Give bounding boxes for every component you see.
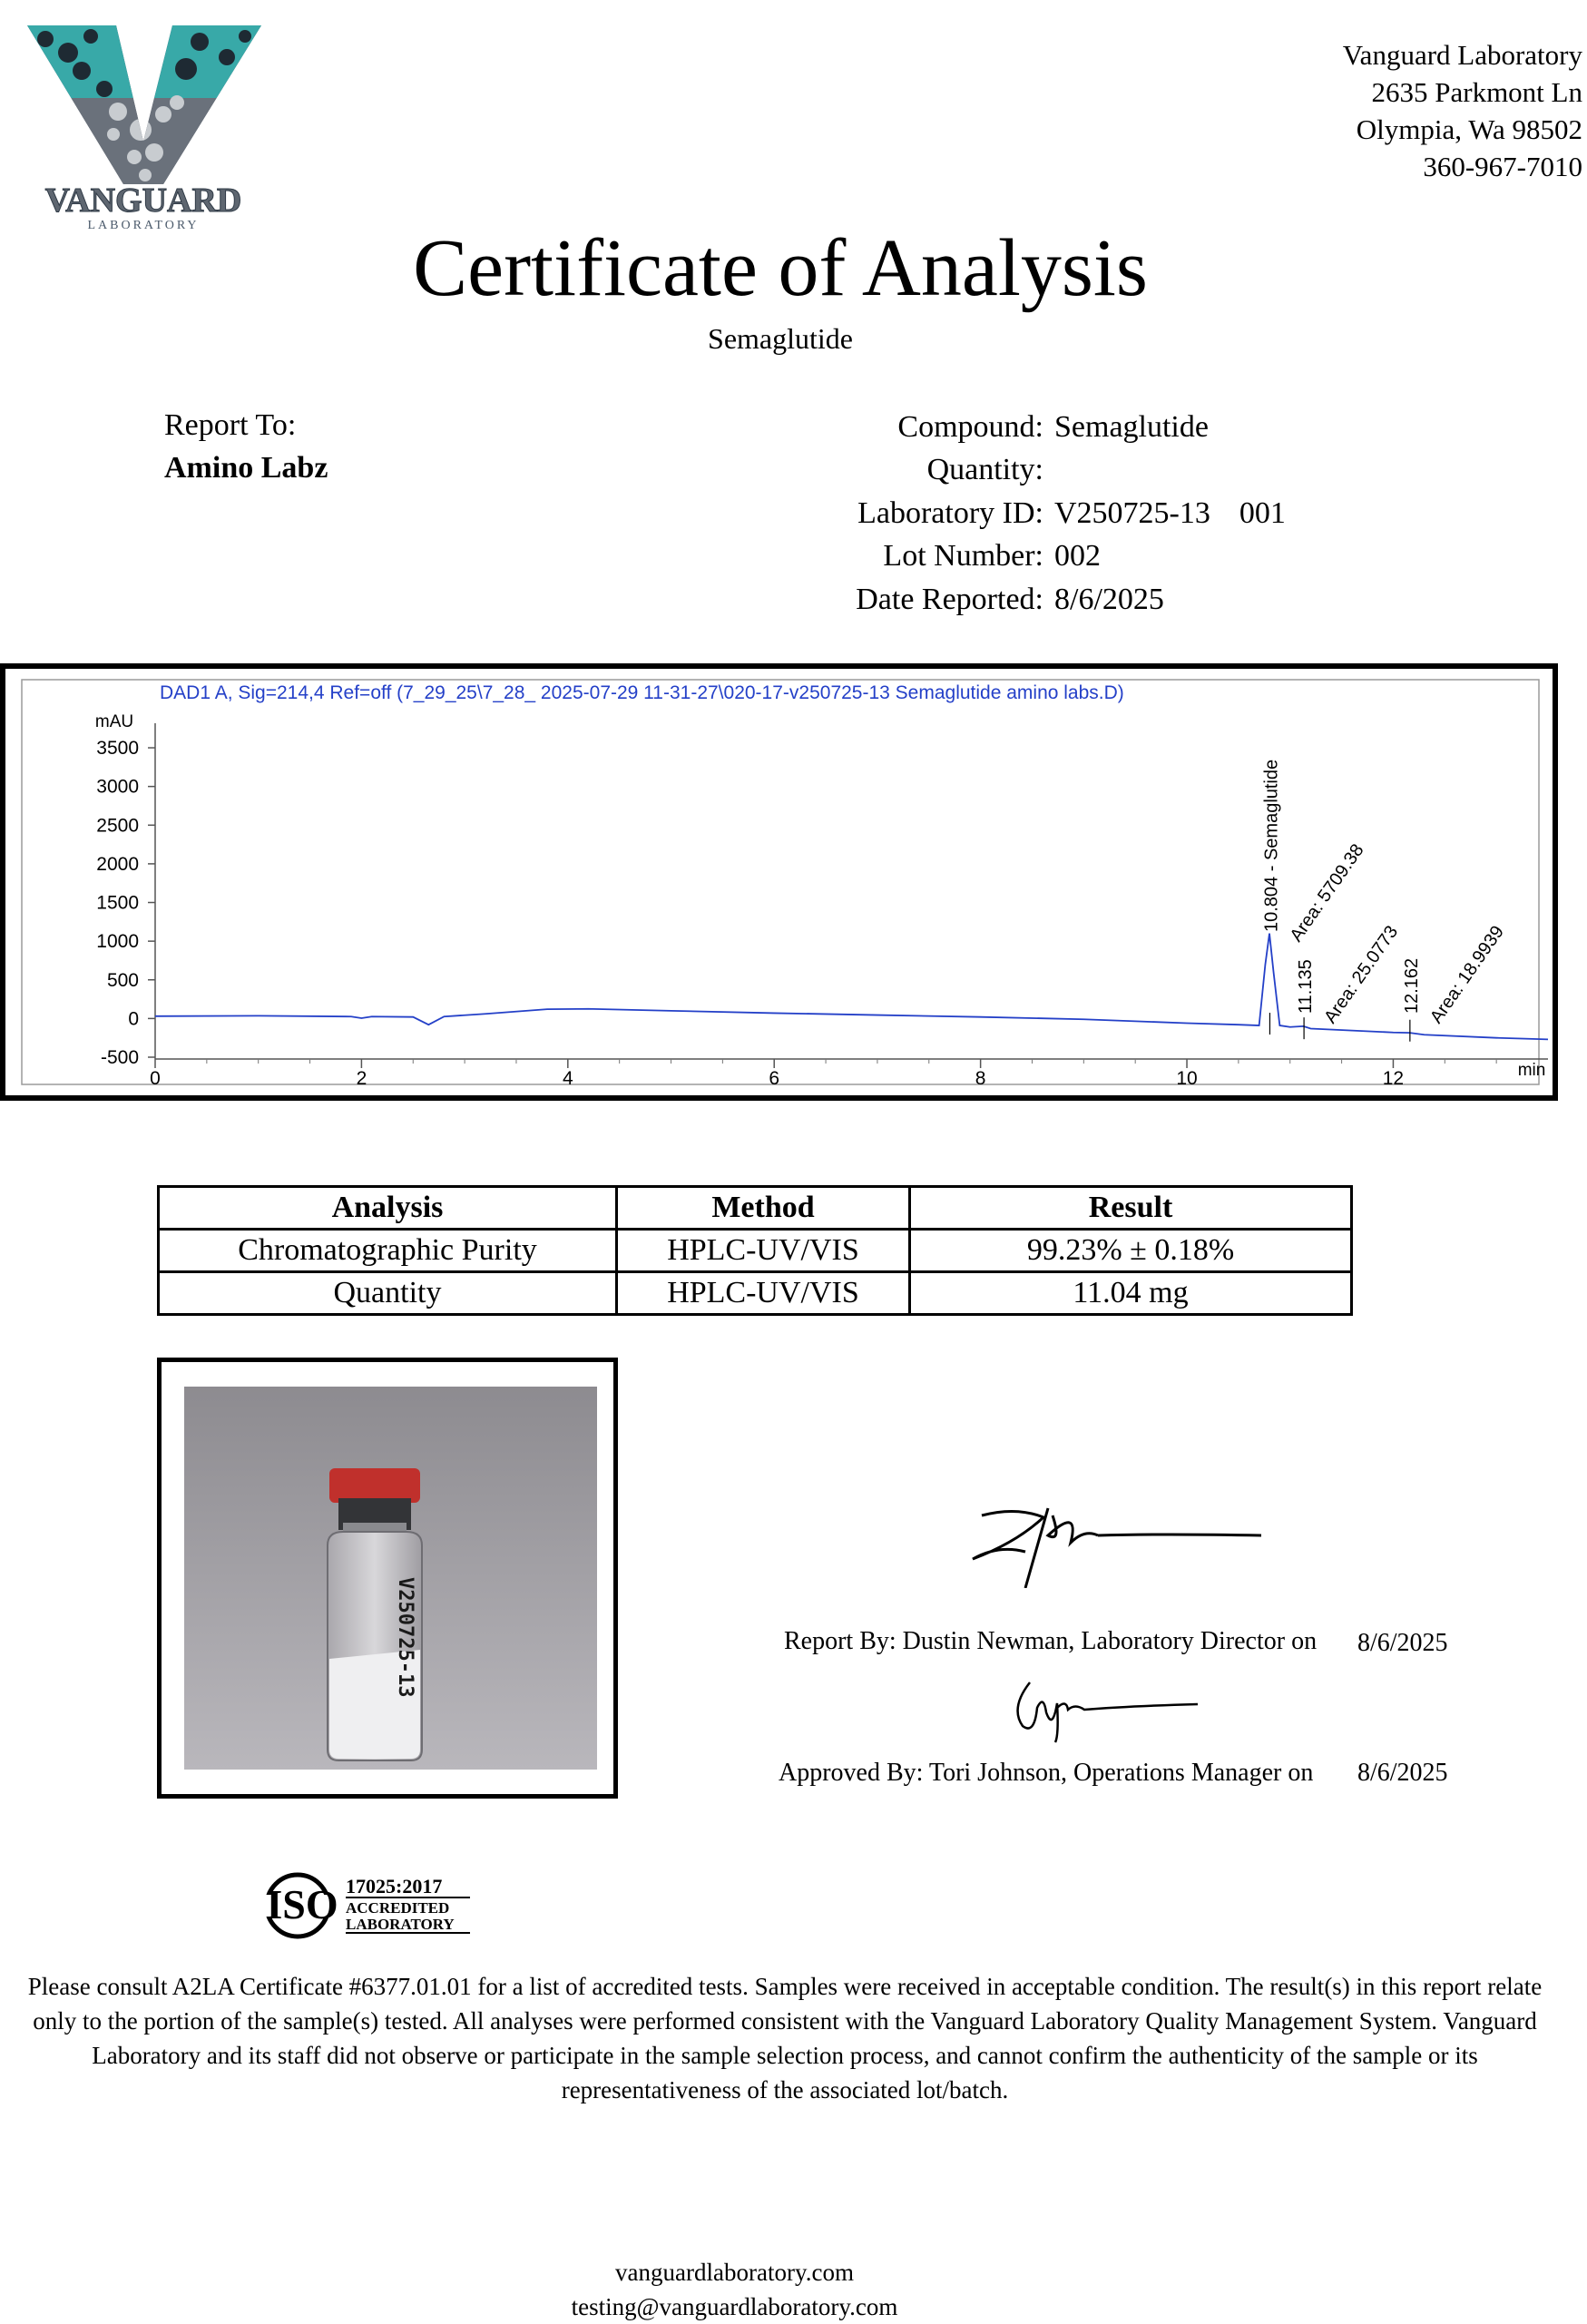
cell-result: 99.23% ± 0.18% bbox=[910, 1230, 1352, 1272]
header-analysis: Analysis bbox=[159, 1187, 617, 1230]
peak-label: 12.162 bbox=[1401, 957, 1422, 1014]
iso-line1: ACCREDITED bbox=[346, 1899, 450, 1917]
vial-label-text: V250725-13 bbox=[394, 1577, 416, 1698]
y-tick-label: -500 bbox=[100, 1047, 139, 1068]
cell-result: 11.04 mg bbox=[910, 1272, 1352, 1315]
approved-by-date: 8/6/2025 bbox=[1357, 1759, 1448, 1787]
x-tick-label: 0 bbox=[150, 1068, 161, 1089]
chart-title: DAD1 A, Sig=214,4 Ref=off (7_29_25\7_28_ 2025-07-29 11-31-27\020-17-v250725-13 Semaglutide amino labs.D) bbox=[160, 682, 1124, 703]
header-method: Method bbox=[617, 1187, 910, 1230]
logo-sub-text: LABORATORY bbox=[87, 219, 200, 232]
x-tick-label: 8 bbox=[975, 1068, 986, 1089]
page-subtitle: Semaglutide bbox=[708, 322, 853, 355]
compound-row bbox=[744, 406, 1286, 449]
peak-area-label: Area: 18.9939 bbox=[1425, 922, 1509, 1027]
header-result: Result bbox=[910, 1187, 1352, 1230]
x-tick-label: 6 bbox=[769, 1068, 780, 1089]
vanguard-logo bbox=[27, 25, 263, 234]
lab-id-suffix: 001 bbox=[1239, 495, 1286, 530]
peak-label: 10.804 - Semaglutide bbox=[1261, 759, 1282, 932]
y-tick-label: 500 bbox=[106, 969, 139, 991]
date-label: Date Reported: bbox=[856, 582, 1043, 616]
cell-analysis: Quantity bbox=[159, 1272, 617, 1315]
lab-id-value: V250725-13 bbox=[1054, 495, 1210, 530]
lot-row bbox=[744, 535, 1286, 579]
lab-id-label: Laboratory ID: bbox=[857, 495, 1043, 530]
lab-city: Olympia, Wa 98502 bbox=[1356, 113, 1582, 145]
quantity-label: Quantity: bbox=[926, 453, 1043, 487]
peak-area-label: Area: 25.0773 bbox=[1320, 922, 1403, 1027]
plot-frame bbox=[22, 680, 1539, 1084]
table-row bbox=[159, 1272, 1352, 1315]
y-tick-label: 1000 bbox=[96, 931, 139, 953]
results-table bbox=[157, 1185, 1353, 1316]
footer-website[interactable]: vanguardlaboratory.com bbox=[615, 2259, 854, 2286]
signature-newman bbox=[962, 1488, 1270, 1588]
date-value: 8/6/2025 bbox=[1054, 582, 1164, 616]
lot-label: Lot Number: bbox=[883, 539, 1043, 574]
vial-cap bbox=[329, 1468, 420, 1503]
y-axis-label: mAU bbox=[94, 712, 134, 731]
report-by-date: 8/6/2025 bbox=[1357, 1629, 1448, 1657]
lab-id-row bbox=[744, 492, 1286, 535]
disclaimer: Please consult A2LA Certificate #6377.01.01 for a list of accredited tests. Samples were received in acceptable condition. The result(s) in this report relate only to the portion of the sample(s) tested. All analyses were performed consistent with the Vanguard Laboratory Quality Management System. Vanguard Laboratory and its staff did not observe or participate in the sample selection process, and cannot confirm the authenticity of the sample or its representativeness of the associated lot/batch. bbox=[27, 1973, 1543, 2103]
table-row bbox=[159, 1230, 1352, 1272]
cell-analysis: Chromatographic Purity bbox=[159, 1230, 617, 1272]
vial-image bbox=[184, 1387, 597, 1770]
y-tick-label: 2000 bbox=[96, 853, 139, 875]
results-header-row bbox=[159, 1187, 1352, 1230]
x-tick-label: 12 bbox=[1382, 1068, 1405, 1089]
peak-label: 11.135 bbox=[1296, 959, 1317, 1014]
compound-label: Compound: bbox=[897, 409, 1043, 444]
report-to-label: Report To: bbox=[164, 408, 297, 442]
footer-email[interactable]: testing@vanguardlaboratory.com bbox=[571, 2293, 898, 2320]
logo-brand-text: VANGUARD bbox=[44, 181, 242, 220]
lab-street: 2635 Parkmont Ln bbox=[1371, 76, 1582, 108]
iso-standard: 17025:2017 bbox=[346, 1875, 443, 1897]
report-by-text: Report By: Dustin Newman, Laboratory Director on bbox=[784, 1627, 1318, 1655]
peak-area-label: Area: 5709.38 bbox=[1286, 840, 1368, 946]
page-title: Certificate of Analysis bbox=[413, 223, 1148, 313]
y-tick-label: 3000 bbox=[96, 776, 139, 798]
x-tick-label: 4 bbox=[562, 1068, 573, 1089]
sample-info bbox=[744, 406, 1286, 622]
chromatogram-plot bbox=[5, 669, 1553, 1095]
cell-method: HPLC-UV/VIS bbox=[617, 1230, 910, 1272]
lot-value: 002 bbox=[1054, 539, 1101, 574]
report-to-name: Amino Labz bbox=[164, 451, 328, 485]
y-tick-label: 2500 bbox=[96, 815, 139, 837]
x-tick-label: 2 bbox=[356, 1068, 367, 1089]
iso-accreditation-logo bbox=[257, 1869, 475, 1942]
y-tick-label: 1500 bbox=[96, 892, 139, 914]
vanguard-logo-graphic bbox=[27, 25, 263, 234]
cell-method: HPLC-UV/VIS bbox=[617, 1272, 910, 1315]
quantity-row bbox=[744, 449, 1286, 493]
y-tick-label: 0 bbox=[128, 1008, 139, 1030]
signature-johnson bbox=[1003, 1672, 1211, 1744]
chromatogram bbox=[0, 663, 1558, 1101]
x-tick-label: 10 bbox=[1176, 1068, 1198, 1089]
compound-value: Semaglutide bbox=[1054, 409, 1209, 444]
approved-by-text: Approved By: Tori Johnson, Operations Manager on bbox=[779, 1759, 1314, 1787]
lab-phone: 360-967-7010 bbox=[1423, 151, 1582, 182]
lab-name: Vanguard Laboratory bbox=[1342, 39, 1582, 71]
y-tick-label: 3500 bbox=[96, 738, 139, 760]
sample-photo bbox=[157, 1358, 618, 1799]
lab-address bbox=[1220, 36, 1587, 185]
date-row bbox=[744, 578, 1286, 622]
footer-contact bbox=[0, 2255, 1587, 2324]
iso-line2: LABORATORY bbox=[346, 1916, 455, 1933]
iso-mark: ISO bbox=[266, 1881, 338, 1927]
x-axis-label: min bbox=[1517, 1061, 1546, 1080]
